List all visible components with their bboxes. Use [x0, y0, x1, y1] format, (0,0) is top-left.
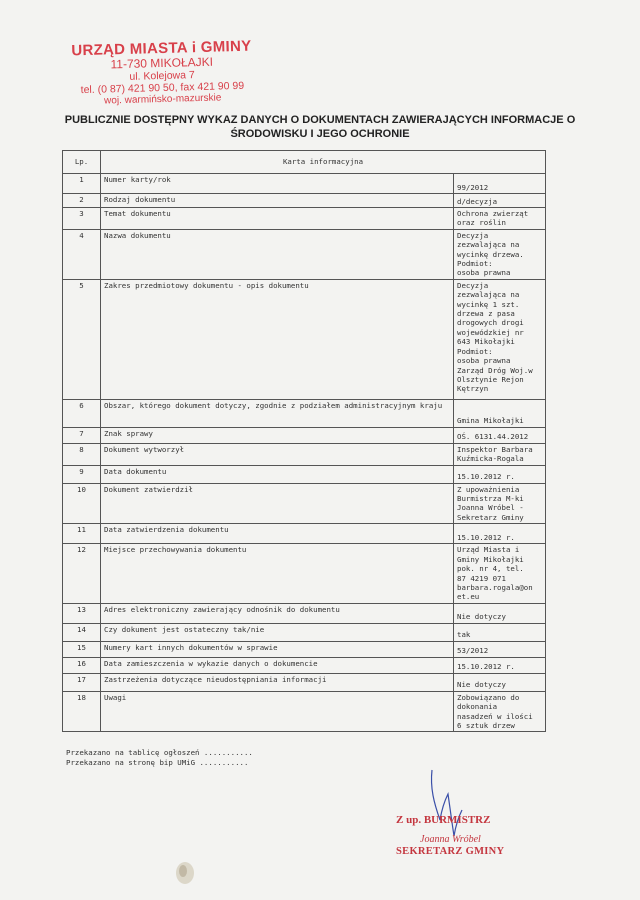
- title-line-2: ŚRODOWISKU I JEGO OCHRONIE: [230, 128, 410, 140]
- row-number: 17: [63, 673, 101, 691]
- row-label: Dokument zatwierdził: [101, 483, 454, 524]
- table-row: [63, 229, 546, 279]
- table-row: [63, 465, 546, 483]
- row-value: Urząd Miasta i Gminy Mikołajki pok. nr 4, tel. 87 4219 071 barbara.rogala@on et.eu: [454, 544, 546, 603]
- row-label: Dokument wytworzył: [101, 443, 454, 465]
- stamp-office-name: URZĄD MIASTA i GMINY: [71, 37, 252, 60]
- row-value: 15.10.2012 r.: [454, 465, 546, 483]
- row-number: 1: [63, 174, 101, 194]
- row-number: 7: [63, 427, 101, 443]
- stamp-street: ul. Kolejowa 7: [129, 69, 195, 83]
- row-value: Ochrona zwierząt oraz roślin: [454, 208, 546, 230]
- row-label: Numer karty/rok: [101, 174, 454, 194]
- row-value: 99/2012: [454, 174, 546, 194]
- title-line-1: PUBLICZNIE DOSTĘPNY WYKAZ DANYCH O DOKUMENTACH ZAWIERAJĄCYCH INFORMACJE O: [64, 114, 576, 126]
- signature-stamp: [390, 768, 550, 863]
- table-row: [63, 208, 546, 230]
- row-label: Rodzaj dokumentu: [101, 194, 454, 208]
- row-value: 15.10.2012 r.: [454, 657, 546, 673]
- row-value: 15.10.2012 r.: [454, 524, 546, 544]
- row-number: 3: [63, 208, 101, 230]
- row-number: 2: [63, 194, 101, 208]
- table-row: [63, 174, 546, 194]
- table-row: [63, 279, 546, 399]
- row-label: Zakres przedmiotowy dokumentu - opis dokumentu: [101, 279, 454, 399]
- transfer-note-bip: Przekazano na stronę bip UMiG ...........: [66, 758, 249, 767]
- row-label: Znak sprawy: [101, 427, 454, 443]
- row-number: 18: [63, 691, 101, 732]
- table-row: [63, 623, 546, 641]
- header-lp: Lp.: [63, 151, 101, 174]
- table-row: [63, 443, 546, 465]
- row-number: 10: [63, 483, 101, 524]
- row-number: 9: [63, 465, 101, 483]
- paper-smudge: [170, 857, 200, 887]
- office-stamp: [61, 37, 263, 107]
- row-label: Uwagi: [101, 691, 454, 732]
- row-label: Zastrzeżenia dotyczące nieudostępniania informacji: [101, 673, 454, 691]
- table-row: [63, 483, 546, 524]
- table-row: [63, 691, 546, 732]
- row-value: Inspektor Barbara Kuźmicka-Rogala: [454, 443, 546, 465]
- row-number: 11: [63, 524, 101, 544]
- row-label: Data dokumentu: [101, 465, 454, 483]
- row-number: 8: [63, 443, 101, 465]
- row-value: Decyzja zezwalająca na wycinkę 1 szt. drzewa z pasa drogowych drogi wojewódzkiej nr 643 Mikołajki Podmiot: osoba prawna Zarząd Dróg Woj.w Olsztynie Rejon Kętrzyn: [454, 279, 546, 399]
- row-value: Z upoważnienia Burmistrza M-ki Joanna Wróbel - Sekretarz Gminy: [454, 483, 546, 524]
- row-label: Numery kart innych dokumentów w sprawie: [101, 641, 454, 657]
- row-number: 14: [63, 623, 101, 641]
- row-number: 5: [63, 279, 101, 399]
- signature-role: SEKRETARZ GMINY: [396, 846, 505, 857]
- card-table-body: [63, 151, 546, 732]
- row-label: Obszar, którego dokument dotyczy, zgodnie z podziałem administracyjnym kraju: [101, 399, 454, 427]
- row-value: tak: [454, 623, 546, 641]
- row-number: 4: [63, 229, 101, 279]
- table-row: [63, 524, 546, 544]
- row-value: Decyzja zezwalająca na wycinkę drzewa. Podmiot: osoba prawna: [454, 229, 546, 279]
- table-row: [63, 673, 546, 691]
- header-card: Karta informacyjna: [101, 151, 546, 174]
- row-label: Czy dokument jest ostateczny tak/nie: [101, 623, 454, 641]
- table-row: [63, 641, 546, 657]
- table-header-row: [63, 151, 546, 174]
- document-title: [40, 113, 600, 141]
- row-value: OŚ. 6131.44.2012: [454, 427, 546, 443]
- stamp-postal-code: 11-730 MIKOŁAJKI: [110, 54, 214, 72]
- row-value: Nie dotyczy: [454, 603, 546, 623]
- row-label: Miejsce przechowywania dokumentu: [101, 544, 454, 603]
- row-number: 15: [63, 641, 101, 657]
- information-card-table: [62, 150, 546, 732]
- row-value: d/decyzja: [454, 194, 546, 208]
- transfer-notes: [66, 748, 253, 768]
- row-number: 13: [63, 603, 101, 623]
- stamp-phone: tel. (0 87) 421 90 50, fax 421 90 99: [80, 79, 245, 97]
- signature-authority: Z up. BURMISTRZ: [396, 814, 491, 826]
- table-row: [63, 399, 546, 427]
- table-row: [63, 194, 546, 208]
- row-number: 12: [63, 544, 101, 603]
- row-number: 16: [63, 657, 101, 673]
- stamp-voivodeship: woj. warmińsko-mazurskie: [103, 92, 222, 107]
- table-row: [63, 657, 546, 673]
- row-value: Nie dotyczy: [454, 673, 546, 691]
- row-number: 6: [63, 399, 101, 427]
- row-label: Data zamieszczenia w wykazie danych o dokumencie: [101, 657, 454, 673]
- row-value: Zobowiązano do dokonania nasadzeń w ilości 6 sztuk drzew: [454, 691, 546, 732]
- row-label: Temat dokumentu: [101, 208, 454, 230]
- row-label: Adres elektroniczny zawierający odnośnik do dokumentu: [101, 603, 454, 623]
- table-row: [63, 544, 546, 603]
- row-label: Nazwa dokumentu: [101, 229, 454, 279]
- table-row: [63, 427, 546, 443]
- transfer-note-board: Przekazano na tablicę ogłoszeń ...........: [66, 748, 253, 757]
- row-value: Gmina Mikołajki: [454, 399, 546, 427]
- row-label: Data zatwierdzenia dokumentu: [101, 524, 454, 544]
- row-value: 53/2012: [454, 641, 546, 657]
- table-row: [63, 603, 546, 623]
- signature-name: Joanna Wróbel: [420, 834, 481, 845]
